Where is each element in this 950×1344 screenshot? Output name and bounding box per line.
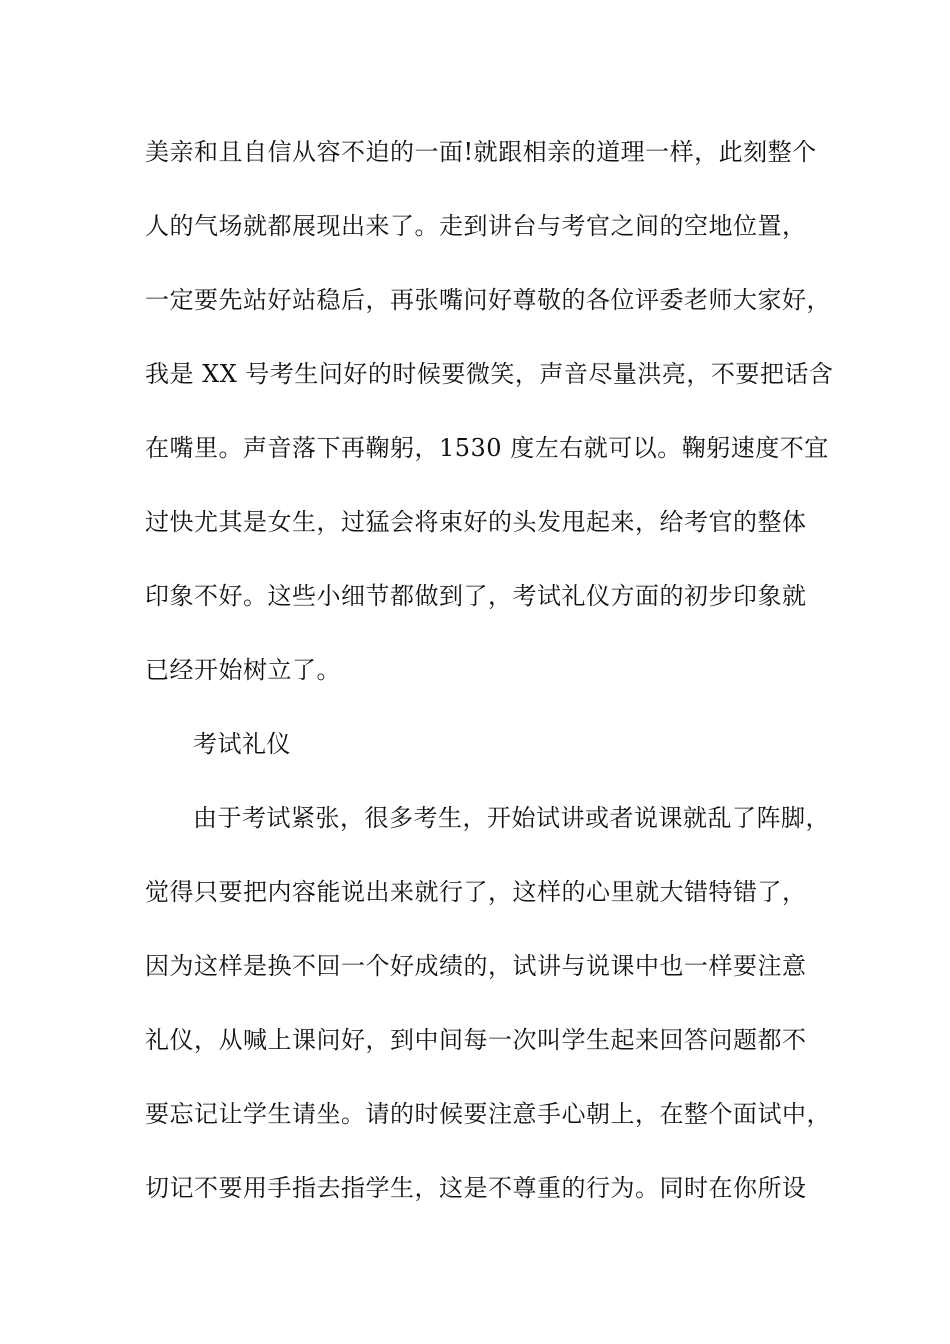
paragraph-line: 一定要先站好站稳后，再张嘴问好尊敬的各位评委老师大家好， — [145, 286, 831, 314]
paragraph-line: 觉得只要把内容能说出来就行了，这样的心里就大错特错了， — [145, 878, 807, 906]
paragraph-line: 切记不要用手指去指学生，这是不尊重的行为。同时在你所设 — [145, 1174, 807, 1202]
paragraph-line: 美亲和且自信从容不迫的一面!就跟相亲的道理一样，此刻整个 — [145, 138, 817, 166]
paragraph-line: 人的气场就都展现出来了。走到讲台与考官之间的空地位置， — [145, 212, 807, 240]
paragraph-line: 过快尤其是女生，过猛会将束好的头发甩起来，给考官的整体 — [145, 508, 807, 536]
section-heading: 考试礼仪 — [193, 730, 291, 758]
paragraph-line: 礼仪，从喊上课问好，到中间每一次叫学生起来回答问题都不 — [145, 1026, 807, 1054]
paragraph-line: 已经开始树立了。 — [145, 656, 341, 684]
paragraph-line: 在嘴里。声音落下再鞠躬，1530 度左右就可以。鞠躬速度不宜 — [145, 434, 829, 462]
paragraph-line: 我是 XX 号考生问好的时候要微笑，声音尽量洪亮，不要把话含 — [145, 360, 834, 388]
paragraph-line: 要忘记让学生请坐。请的时候要注意手心朝上，在整个面试中， — [145, 1100, 831, 1128]
paragraph-line: 由于考试紧张，很多考生，开始试讲或者说课就乱了阵脚， — [193, 804, 830, 832]
paragraph-line: 因为这样是换不回一个好成绩的，试讲与说课中也一样要注意 — [145, 952, 807, 980]
paragraph-line: 印象不好。这些小细节都做到了，考试礼仪方面的初步印象就 — [145, 582, 807, 610]
